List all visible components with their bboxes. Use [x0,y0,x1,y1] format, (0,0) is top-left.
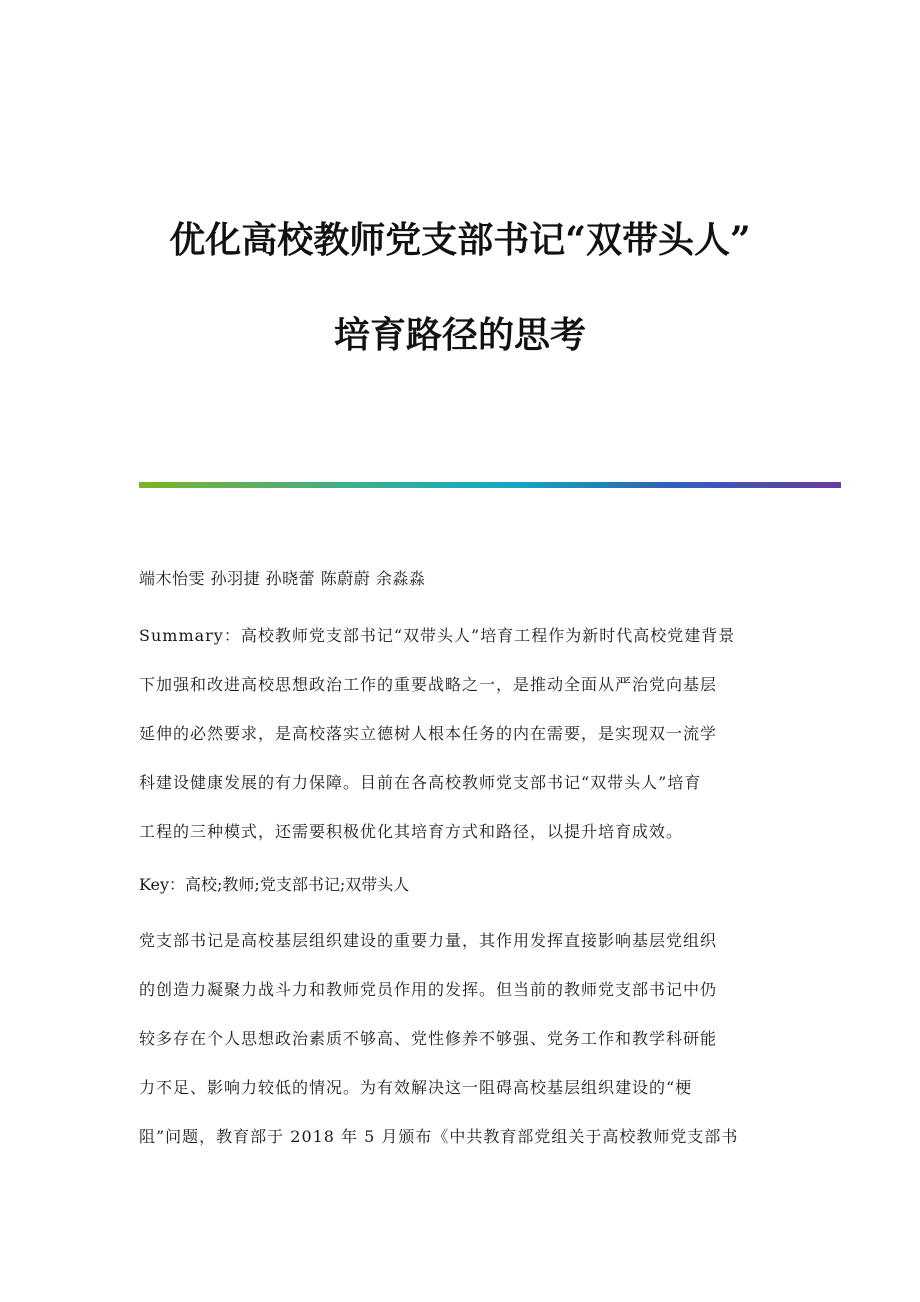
body-line: 党支部书记是高校基层组织建设的重要力量，其作用发挥直接影响基层党组织 [139,931,718,950]
keywords-line: Key：高校;教师;党支部书记;双带头人 [139,875,410,894]
summary-line: 延伸的必然要求，是高校落实立德树人根本任务的内在需要，是实现双一流学 [139,724,718,743]
authors-line: 端木怡雯 孙羽捷 孙晓蕾 陈蔚蔚 余淼淼 [139,569,426,588]
body-line: 力不足、影响力较低的情况。为有效解决这一阻碍高校基层组织建设的“梗 [139,1078,693,1097]
body-line: 阻”问题，教育部于 2018 年 5 月颁布《中共教育部党组关于高校教师党支部书 [139,1127,739,1146]
body-line: 较多存在个人思想政治素质不够高、党性修养不够强、党务工作和教学科研能 [139,1029,718,1048]
summary-line: 工程的三种模式，还需要积极优化其培育方式和路径，以提升培育成效。 [139,822,684,841]
gradient-divider [139,482,841,488]
summary-line: 下加强和改进高校思想政治工作的重要战略之一，是推动全面从严治党向基层 [139,675,718,694]
summary-line: Summary：高校教师党支部书记“双带头人”培育工程作为新时代高校党建背景 [139,626,736,645]
body-line: 的创造力凝聚力战斗力和教师党员作用的发挥。但当前的教师党支部书记中仍 [139,980,718,999]
document-title-line-2: 培育路径的思考 [333,314,586,356]
document-title-line-1: 优化高校教师党支部书记“双带头人” [169,219,751,261]
summary-line: 科建设健康发展的有力保障。目前在各高校教师党支部书记“双带头人”培育 [139,773,702,792]
